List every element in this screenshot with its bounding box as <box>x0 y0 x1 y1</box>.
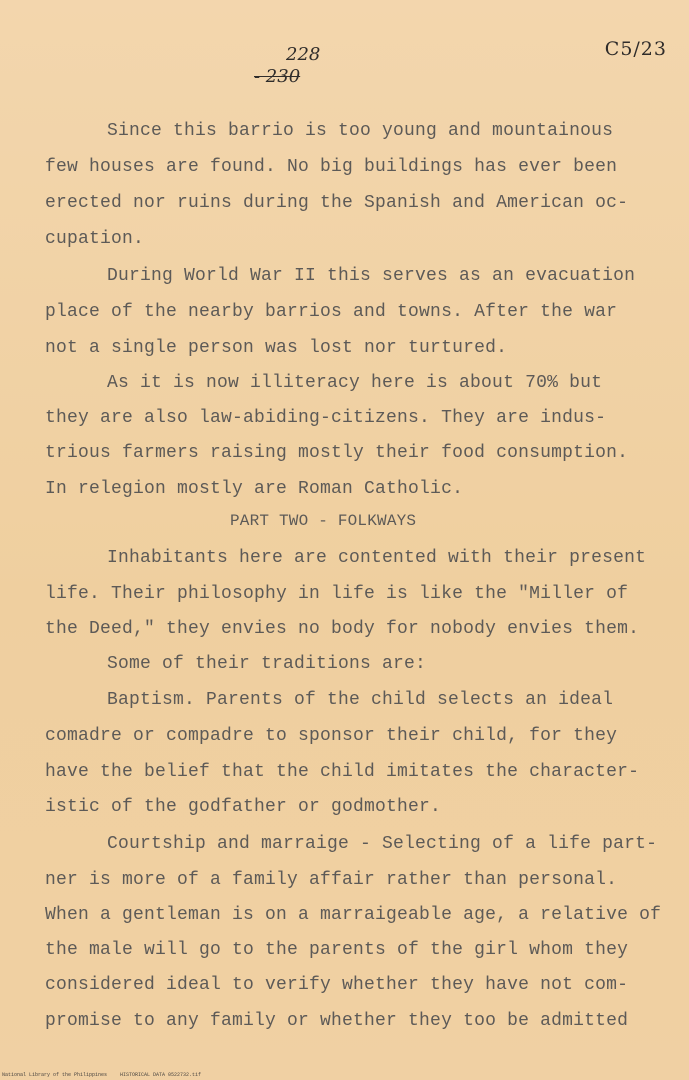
text-line: considered ideal to verify whether they have not com- <box>45 975 629 995</box>
struck-page-number: - 230 <box>254 66 301 87</box>
typed-page-number <box>254 66 300 88</box>
text-line: comadre or compadre to sponsor their child, for they <box>45 726 618 746</box>
text-line: istic of the godfather or godmother. <box>45 797 442 817</box>
text-line: not a single person was lost nor turtured. <box>45 338 508 358</box>
text-line: Some of their traditions are: <box>107 654 427 674</box>
scan-footer <box>2 1072 211 1078</box>
text-line: In relegion mostly are Roman Catholic. <box>45 479 464 499</box>
text-line: cupation. <box>45 229 145 249</box>
text-line: During World War II this serves as an evacuation <box>107 266 636 286</box>
text-line: promise to any family or whether they too be admitted <box>45 1011 629 1031</box>
text-line: the Deed," they envies no body for nobody envies them. <box>45 619 640 639</box>
text-line: life. Their philosophy in life is like the "Miller of <box>45 584 629 604</box>
text-line: few houses are found. No big buildings has ever been <box>45 157 618 177</box>
file-name: HISTORICAL DATA 0522732.tif <box>120 1072 202 1078</box>
text-line: place of the nearby barrios and towns. After the war <box>45 302 618 322</box>
text-line: the male will go to the parents of the girl whom they <box>45 940 629 960</box>
text-line: have the belief that the child imitates the character- <box>45 762 640 782</box>
text-line: ner is more of a family affair rather than personal. <box>45 870 618 890</box>
library-credit: National Library of the Philippines <box>2 1072 108 1078</box>
text-line: trious farmers raising mostly their food consumption. <box>45 443 629 463</box>
text-line: Inhabitants here are contented with their present <box>107 548 647 568</box>
handwritten-page-number: 228 <box>286 44 321 65</box>
text-line: erected nor ruins during the Spanish and American oc- <box>45 193 629 213</box>
text-line: Since this barrio is too young and mountainous <box>107 121 614 141</box>
text-line: As it is now illiteracy here is about 70% but <box>107 373 603 393</box>
text-line: Baptism. Parents of the child selects an ideal <box>107 690 614 710</box>
text-line: When a gentleman is on a marraigeable age, a relative of <box>45 905 662 925</box>
text-line: they are also law-abiding-citizens. They are indus- <box>45 408 607 428</box>
reference-code: C5/23 <box>604 38 667 60</box>
text-line: Courtship and marraige - Selecting of a life part- <box>107 834 658 854</box>
section-heading: PART TWO - FOLKWAYS <box>230 512 417 530</box>
